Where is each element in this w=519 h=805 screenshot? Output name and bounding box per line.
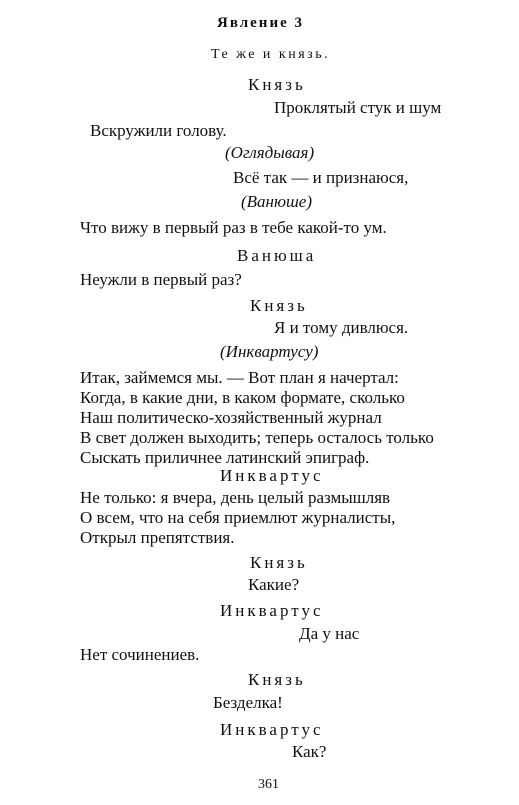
verse-line: О всем, что на себя приемлют журналисты, (80, 508, 396, 527)
speaker-name: Князь (248, 75, 306, 94)
verse-line: Открыл препятствия. (80, 528, 235, 547)
verse-line: Какие? (248, 575, 300, 594)
speaker-name: Ванюша (237, 246, 317, 265)
verse-line: Проклятый стук и шум (274, 98, 442, 117)
verse-line: Сыскать приличнее латинский эпиграф. (80, 448, 370, 467)
verse-line: Вскружили голову. (90, 121, 227, 140)
verse-line: Как? (292, 742, 327, 761)
verse-line: Нет сочинениев. (80, 645, 200, 664)
verse-line: Наш политическо-хозяйственный журнал (80, 408, 382, 427)
speaker-name: Князь (250, 553, 308, 572)
verse-line: В свет должен выходить; теперь осталось только (80, 428, 434, 447)
verse-line: Всё так — и признаюся, (233, 168, 409, 187)
scene-heading: Явление 3 (217, 15, 305, 31)
stage-direction: (Ванюше) (241, 192, 313, 211)
speaker-name: Князь (250, 296, 308, 315)
verse-line: Неужли в первый раз? (80, 270, 242, 289)
verse-line: Когда, в какие дни, в каком формате, сколько (80, 388, 405, 407)
speaker-name: Инквартус (220, 720, 324, 739)
page-number: 361 (258, 777, 279, 792)
stage-direction: (Оглядывая) (225, 143, 315, 162)
verse-line: Не только: я вчера, день целый размышляв (80, 488, 391, 507)
speaker-name: Инквартус (220, 601, 324, 620)
speaker-name: Инквартус (220, 466, 324, 485)
verse-line: Да у нас (299, 624, 360, 643)
verse-line: Итак, займемся мы. — Вот план я начертал: (80, 368, 399, 387)
verse-line: Я и тому дивлюся. (274, 318, 409, 337)
verse-line: Что вижу в первый раз в тебе какой-то ум. (80, 218, 387, 237)
verse-line: Безделка! (213, 693, 283, 712)
speaker-name: Князь (248, 670, 306, 689)
stage-direction: (Инквартусу) (220, 342, 319, 361)
scene-persons: Те же и князь. (211, 47, 331, 62)
